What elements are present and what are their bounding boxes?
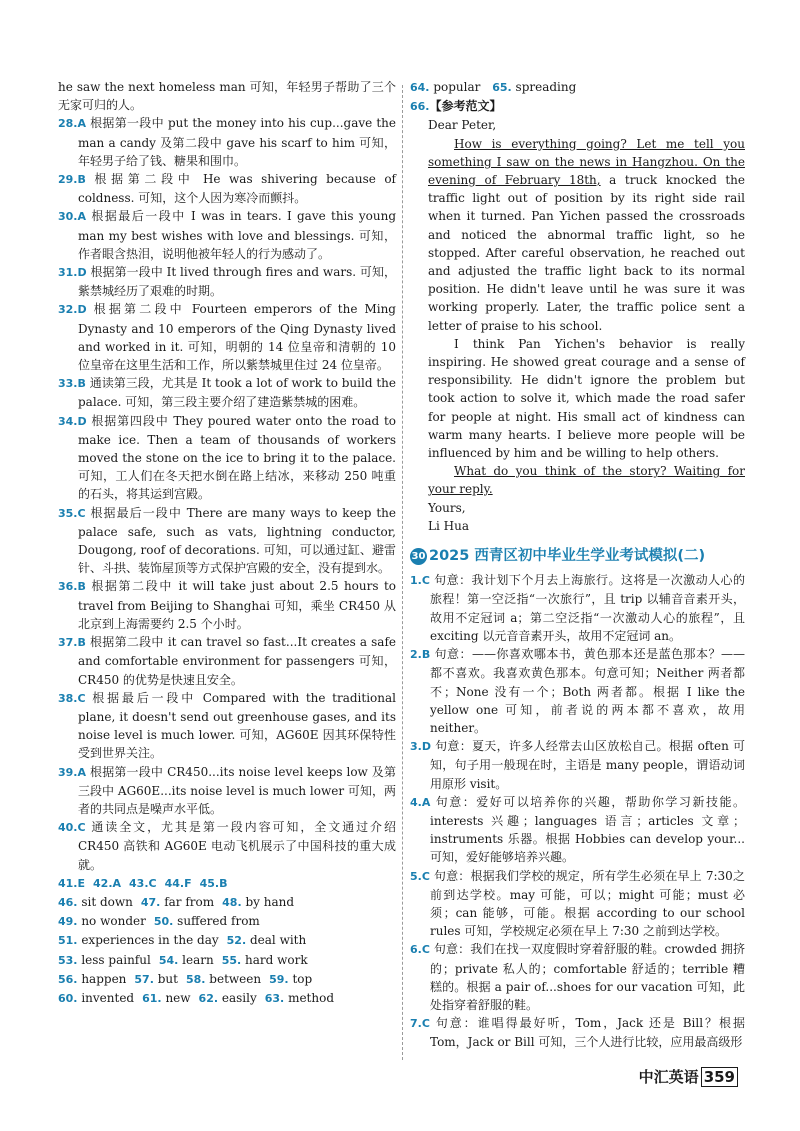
answer-letter: A [77,210,87,224]
question-number: 36. [58,580,78,594]
answer-item [200,874,228,893]
left-explanations [58,114,396,873]
explanation-item [58,633,396,689]
explanation-text: 根据最后一段中 There are many ways to keep the palace safe, such as vats, lightning conductor, Dougong, roof of decorations. 可知，可以通过缸、避雷针、斗拱、装饰屋顶等方式保护宫殿的安全，没有提到水。 [78,505,396,576]
question-number: 46. [58,895,78,909]
answer-letter: D [77,266,87,280]
answer-letter: A [421,795,431,809]
top-answers-row [410,78,745,97]
answer-item [222,951,308,970]
explanation-text: 根据最后一段中 I was in tears. I gave this young man my best wishes with love and blessings. 可知，作者眼含热泪，说明他被年轻人的行为感动了。 [78,209,396,261]
question-number: 34. [58,414,78,428]
page-footer [639,1066,738,1087]
question-number: 49. [58,915,78,929]
answer-letter: B [77,636,86,650]
question-number: 1. [410,574,422,588]
question-number: 4. [410,795,422,809]
question-number: 33. [58,377,78,391]
answer-letter: C [77,821,86,835]
explanation-text: 根据第一段中 put the money into his cup...gave the man a candy 及第二段中 gave his scarf to him 可知，年轻男子给了钱、糖果和围巾。 [78,116,396,168]
question-number: 61. [142,991,162,1005]
explanation-item [58,763,396,819]
answer-letter: C [421,1017,430,1031]
answer-item [134,970,178,989]
answer-value: between [209,971,262,986]
question-number: 6. [410,943,422,957]
question-number: 3. [410,740,422,754]
right-column [410,78,745,1052]
explanation-item [58,689,396,763]
answer-item [58,912,146,931]
explanation-item [58,818,396,874]
answer-value: A [112,876,122,890]
question-number: 58. [185,972,206,986]
answer-value: deal with [249,933,307,948]
answer-letter: D [77,414,87,428]
explanation-item [410,571,745,645]
explanation-item [410,1014,745,1051]
explanation-text: 根据第二段中 it can travel so fast...It creates a safe and comfortable environment for passengers 可知，CR450 的优势是快速且安全。 [78,635,396,687]
answer-letter: A [77,765,87,779]
answer-item [222,893,294,912]
explanation-item [58,114,396,170]
explanation-item [58,300,396,374]
question-number: 40. [58,821,78,835]
explanation-text: 句意：谁唱得最好听，Tom，Jack 还是 Bill？根据 Tom，Jack or Bill 可知，三个人进行比较，应用最高级形 [429,1016,745,1050]
question-number: 7. [410,1017,422,1031]
letter-greeting: Dear Peter, [428,118,497,133]
answer-value: no wonder [81,914,146,929]
answer-value: C [148,876,157,890]
answer-rows [58,874,396,1008]
answer-row [58,893,396,912]
answer-row [58,989,396,1008]
answer-value: experiences in the day [81,933,219,948]
answer-item [58,893,133,912]
answer-value: E [77,876,86,890]
question-number: 30. [58,210,78,224]
answer-letter: D [421,740,431,754]
answer-item [141,893,214,912]
answer-row [58,874,396,893]
answer-item [58,931,219,950]
explanation-text: 根据第一段中 It lived through fires and wars. 可知，紫禁城经历了艰难的时期。 [78,265,396,299]
left-column [58,78,396,1008]
answer-letter: B [77,580,86,594]
explanation-text: 根据第二段中 Fourteen emperors of the Ming Dynasty and 10 emperors of the Qing Dynasty lived and worked in it. 可知，明朝的 14 位皇帝和清朝的 10 位皇帝在这里生活和工作，所以紫禁城里住过 24 位皇帝。 [78,302,396,373]
question-number: 2. [410,648,422,662]
explanation-text: 通读全文，尤其是第一段内容可知，全文通过介绍 CR450 高铁和 AG60E 电动飞机展示了中国科技的重大成就。 [78,820,396,872]
answer-item [129,874,157,893]
book-title: 中汇英语 [638,1068,699,1086]
answer-value: F [184,876,192,890]
answer-letter: B [421,648,431,662]
question-number: 52. [226,934,247,948]
answer-row [58,912,396,931]
question-number: 41. [58,876,78,890]
answer-item: 64. popular [410,80,481,94]
answer-value: sit down [81,894,133,909]
letter-signature: Li Hua [428,518,469,533]
question-number: 45. [199,876,220,890]
answer-item [159,951,214,970]
answer-value: invented [81,990,135,1005]
right-explanations [410,571,745,1051]
question-number: 62. [198,991,219,1005]
question-number: 43. [129,876,149,890]
question-number: 59. [269,972,289,986]
letter-paragraph-1: How is everything going? Let me tell you something I saw on the news in Hangzhou. On the evening of February 18th, a truck knocked the traffic light out of position by its right side rail when it turned. Pan Yichen passed the crossroads and noticed the abnormal traffic light, so he stopped. After careful observation, he reached out and adjusted the traffic light back to its normal position. He didn't leave until he was sure it was working properly. Later, the traffic police sent a letter of praise to his school. [428,136,745,333]
question-number: 63. [264,991,285,1005]
question-number: 28. [58,117,78,131]
question-number: 31. [58,266,78,280]
essay-header [410,97,745,116]
answer-letter: B [77,377,86,391]
question-number: 60. [58,991,78,1005]
explanation-item [58,263,396,300]
explanation-item [58,412,396,504]
letter-paragraph-2: I think Pan Yichen's behavior is really inspiring. He showed great courage and a sense of responsibility. He didn't ignore the problem but took action to solve it, which made the road safer for people at night. His small act of kindness can warm many hearts. I believe more people will be influenced by him and be willing to help others. [428,336,745,461]
answer-value: happen [81,971,127,986]
explanation-text: 根据第二段中 it will take just about 2.5 hours to travel from Beijing to Shanghai 可知，乘坐 CR450 从北京到上海需要约 2.5 个小时。 [78,579,396,631]
explanation-text: 根据第四段中 They poured water onto the road to make ice. Then a team of thousands of workers moved the stone on the ice to bring it to the palace. 可知，工人们在冬天把水倒在路上结冰，来移动 250 吨重的石头，将其运到宫殿。 [78,413,396,502]
answer-value: but [157,971,178,986]
answer-item [265,989,334,1008]
question-number: 39. [58,765,78,779]
question-number: 47. [140,895,161,909]
explanation-text: 通读第三段，尤其是 It took a lot of work to build the palace. 可知，第三段主要介绍了建造紫禁城的困难。 [78,376,396,410]
answer-letter: C [421,869,430,883]
answer-row [58,951,396,970]
question-number: 53. [58,953,78,967]
model-letter [410,116,745,535]
question-number: 42. [93,876,113,890]
question-number: 37. [58,636,78,650]
answer-item [142,989,190,1008]
question-number: 50. [153,915,174,929]
column-divider [402,85,403,1060]
explanation-text: 句意：根据我们学校的规定，所有学生必须在早上 7:30之前到达学校。may 可能，可以；might 可能；must 必须；can 能够，可能。根据 according to our school rules 可知，学校规定必须在早上 7:30 之前到达学校。 [429,868,745,939]
answer-value: easily [221,990,257,1005]
explanation-text: 根据最后一段中 Compared with the traditional plane, it doesn't send out greenhouse gases, and its noise level is much lower. 可知，AG60E 因其环保特性受到世界关注。 [78,690,396,761]
explanation-text: 根据第一段中 CR450...its noise level keeps low 及第三段中 AG60E...its noise level is much lower 可知，两者的共同点是噪声水平低。 [78,764,396,816]
answer-letter: C [77,506,86,520]
explanation-text: 句意：——你喜欢哪本书，黄色那本还是蓝色那本？——都不喜欢。我喜欢黄色那本。句意可知；Neither 两者都不；None 没有一个；Both 两者都。根据 I like the yellow one 可知，前者说的两本都不喜欢，故用 neither。 [430,647,745,735]
answer-item [154,912,260,931]
explanation-text: 根据第二段中 He was shivering because of coldness. 可知，这个人因为寒冷而颤抖。 [78,172,396,206]
question-number: 55. [221,953,242,967]
explanation-item [58,170,396,207]
question-number: 57. [134,972,154,986]
answer-value: top [292,971,313,986]
question-number: 48. [222,895,242,909]
explanation-item [410,645,745,737]
letter-sign-off: Yours, [428,500,466,515]
answer-item [186,970,261,989]
answer-item [58,951,151,970]
answer-letter: B [77,173,86,187]
answer-item [58,970,126,989]
letter-closing: What do you think of the story? Waiting for your reply. [428,464,745,497]
explanation-text: 句意：我们在找一双度假时穿着舒服的鞋。crowded 拥挤的；private 私人的；comfortable 舒适的；terrible 糟糕的。根据 a pair of...shoes for our vacation 可知，此处指穿着舒服的鞋。 [429,942,745,1012]
answer-value: learn [182,952,214,967]
answer-row [58,931,396,950]
question-number: 32. [58,303,78,317]
explanation-item [58,577,396,633]
answer-value: less painful [81,952,151,967]
explanation-text: 句意：爱好可以培养你的兴趣，帮助你学习新技能。interests 兴趣；languages 语言；articles 文章；instruments 乐器。根据 Hobbies can develop your... 可知，爱好能够培养兴趣。 [430,794,745,865]
continuation-text: he saw the next homeless man 可知，年轻男子帮助了三个无家可归的人。 [58,80,396,113]
question-number: 35. [58,506,78,520]
answer-letter: C [421,574,430,588]
answer-item [269,970,312,989]
answer-item [58,989,134,1008]
explanation-item [58,504,396,578]
answer-item [58,874,85,893]
answer-value: B [219,876,228,890]
page-number: 359 [701,1067,738,1087]
explanation-text: 句意：夏天，许多人经常去山区放松自己。根据 often 可知，句子用一般现在时，主语是 many people，谓语动词用原形 visit。 [430,739,745,791]
answer-item [227,931,307,950]
answer-item [199,989,257,1008]
answer-value: method [288,990,335,1005]
question-number: 54. [158,953,179,967]
answer-value: suffered from [177,914,260,929]
answer-letter: C [421,943,430,957]
answer-value: by hand [245,894,295,909]
explanation-item [58,374,396,411]
answer-item [93,874,121,893]
question-number: 38. [58,691,78,705]
question-number: 51. [58,934,78,948]
question-number: 29. [58,173,78,187]
section-heading [410,547,745,565]
answer-letter: D [77,303,87,317]
answer-value: far from [164,894,215,909]
question-number: 56. [58,972,78,986]
answer-letter: A [77,117,87,131]
answer-item: 65. spreading [492,80,577,94]
answer-row [58,970,396,989]
explanation-item [410,793,745,867]
essay-label: 【参考范文】 [429,99,502,114]
answer-letter: C [77,691,86,705]
question-number: 44. [164,876,185,890]
explanation-item [58,207,396,263]
section-number-badge: 30 [410,548,427,565]
answer-value: hard work [245,952,308,967]
explanation-item [410,867,745,941]
question-number: 5. [410,869,422,883]
answer-item [165,874,192,893]
explanation-item [410,940,745,1014]
answer-value: new [165,990,191,1005]
explanation-item [410,737,745,793]
explanation-text: 句意：我计划下个月去上海旅行。这将是一次激动人心的旅程！第一空泛指“一次旅行”，且 trip 以辅音音素开头，故用不定冠词 a；第二空泛指“一次激动人心的旅程”，且 exciting 以元音音素开头，故用不定冠词 an。 [429,573,745,643]
section-title: 2025 西青区初中毕业生学业考试模拟(二) [429,548,706,565]
essay-number: 66. [410,100,430,114]
